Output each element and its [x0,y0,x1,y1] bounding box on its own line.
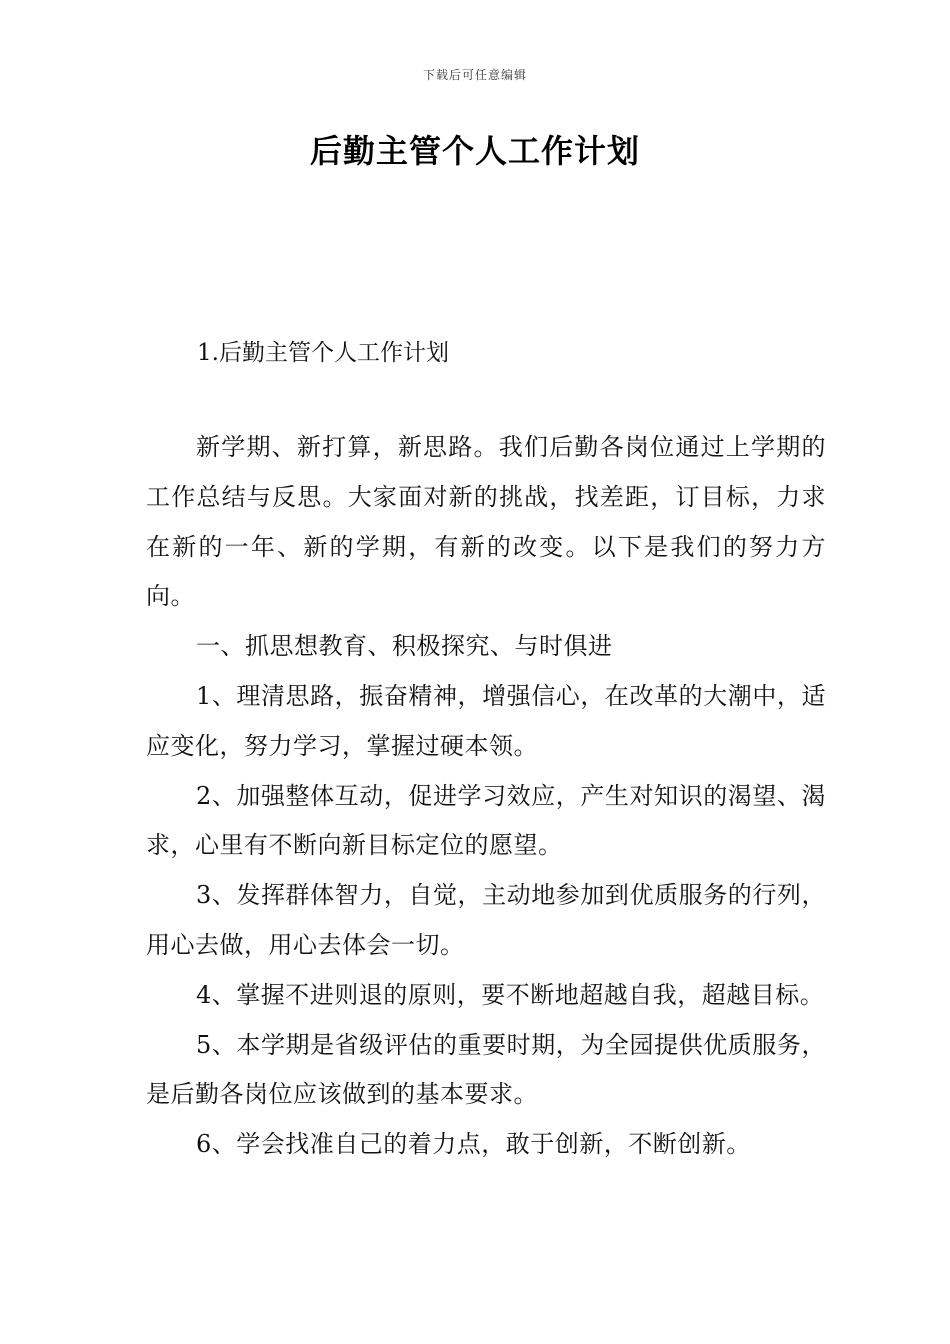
paragraph-item-1: 1、理清思路，振奋精神，增强信心，在改革的大潮中，适应变化，努力学习，掌握过硬本领。 [146,681,826,760]
paragraph-item-5: 5、本学期是省级评估的重要时期，为全园提供优质服务，是后勤各岗位应该做到的基本要求。 [146,1030,826,1109]
section-heading: 1.后勤主管个人工作计划 [197,340,449,366]
paragraph-item-2: 2、加强整体互动，促进学习效应，产生对知识的渴望、渴求，心里有不断向新目标定位的愿望。 [146,781,826,860]
paragraph-item-3: 3、发挥群体智力，自觉，主动地参加到优质服务的行列，用心去做，用心去体会一切。 [146,881,826,959]
paragraph-item-6: 6、学会找准自己的着力点，敢于创新，不断创新。 [196,1130,751,1159]
paragraph-intro: 新学期、新打算，新思路。我们后勤各岗位通过上学期的工作总结与反思。大家面对新的挑战，找差距，订目标，力求在新的一年、新的学期，有新的改变。以下是我们的努力方向。 [146,433,826,611]
document-title: 后勤主管个人工作计划 [309,132,640,170]
document-body [146,423,826,1170]
paragraph-item-4: 4、掌握不进则退的原则，要不断地超越自我，超越目标。 [196,980,825,1009]
paragraph-section-one-heading: 一、抓思想教育、积极探究、与时俱进 [196,632,613,661]
header-note: 下载后可任意编辑 [422,68,527,82]
